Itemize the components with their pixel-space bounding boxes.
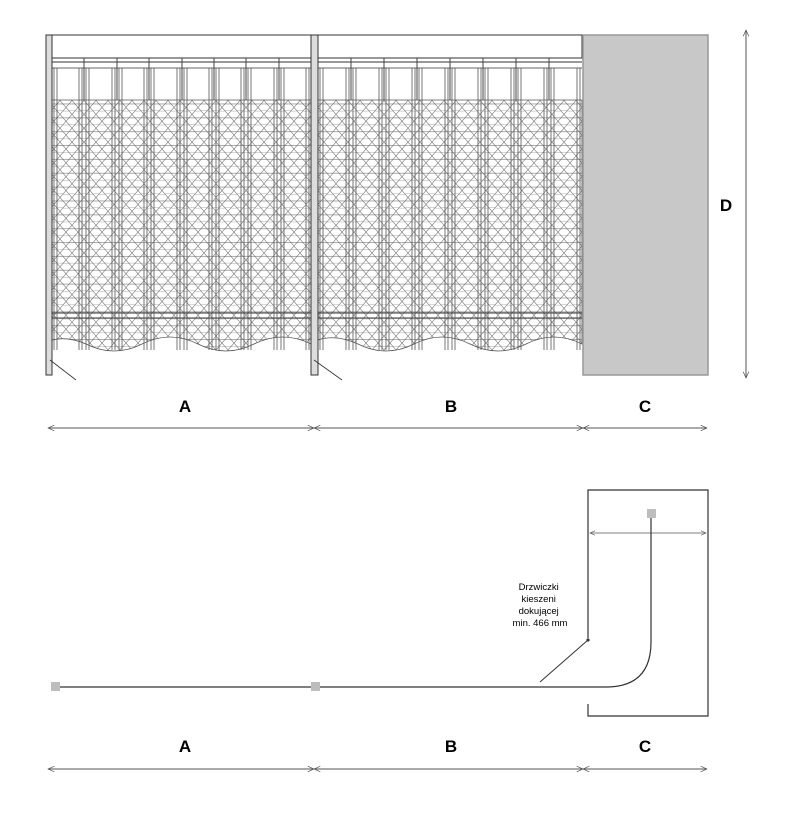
pocket-door: [540, 640, 588, 682]
door-note: [513, 582, 568, 629]
post-left-foot: [50, 360, 76, 380]
dimension-d-label: D: [719, 196, 733, 215]
post-left: [46, 35, 52, 375]
plan-dimension-a-label: A: [178, 737, 192, 756]
top-rail-b: [318, 35, 582, 58]
plan-view: [48, 490, 708, 769]
dimension-c-label: C: [638, 397, 652, 416]
plan-dimension-b-label: B: [444, 737, 458, 756]
track-joint-marker: [311, 682, 320, 691]
pocket-outline: [588, 490, 708, 716]
door-note-line-4: min. 466 mm: [512, 618, 568, 629]
elevation-view: [46, 30, 746, 428]
door-note-line-1: Drzwiczki: [518, 582, 559, 593]
post-middle: [311, 35, 318, 375]
top-rail-a: [52, 35, 311, 58]
door-hinge: [586, 638, 589, 641]
track-end-marker: [51, 682, 60, 691]
dimension-a-label: A: [178, 397, 192, 416]
dimension-b-label: B: [444, 397, 458, 416]
door-note-line-3: dokującej: [518, 606, 559, 617]
door-note-line-2: kieszeni: [521, 594, 556, 605]
track-pocket-marker: [647, 509, 656, 518]
curtain-track: [52, 516, 651, 687]
plan-dimension-c-label: C: [638, 737, 652, 756]
docking-pocket: [583, 35, 708, 375]
